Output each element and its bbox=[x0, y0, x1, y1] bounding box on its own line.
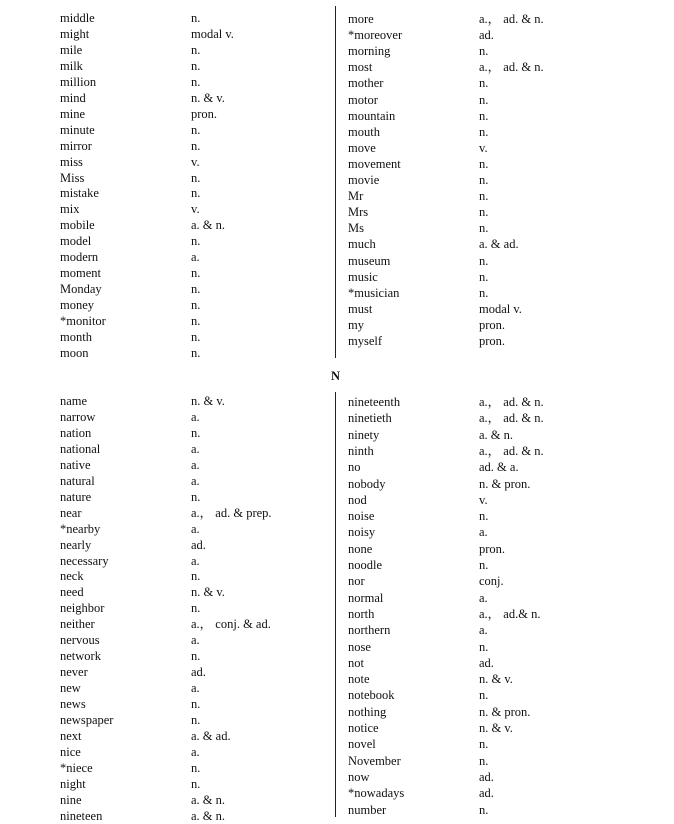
entry-part-of-speech: a. bbox=[191, 457, 200, 472]
entry-word: ninth bbox=[348, 443, 374, 458]
entry-word: necessary bbox=[60, 553, 109, 568]
entry-part-of-speech: n. bbox=[479, 44, 489, 59]
entry-part-of-speech: n. bbox=[191, 345, 201, 360]
entry-word: *niece bbox=[60, 760, 93, 775]
entry-part-of-speech: n. bbox=[191, 330, 201, 344]
entry-word: need bbox=[60, 585, 84, 600]
entry-word: number bbox=[348, 802, 387, 817]
entry-word: nature bbox=[60, 489, 92, 504]
entry-word: nineteen bbox=[60, 808, 103, 823]
entry-word: milk bbox=[60, 58, 83, 73]
entry-part-of-speech: a.， ad. & prep. bbox=[191, 505, 272, 520]
entry-word: moon bbox=[60, 345, 89, 360]
entry-part-of-speech: v. bbox=[479, 492, 488, 507]
entry-part-of-speech: n. & pron. bbox=[479, 476, 531, 491]
entry-word: Miss bbox=[60, 170, 85, 185]
entry-word: must bbox=[348, 301, 373, 316]
entry-word: now bbox=[348, 769, 370, 784]
entry-part-of-speech: n. bbox=[191, 42, 201, 57]
entry-part-of-speech: v. bbox=[191, 154, 200, 169]
entry-part-of-speech: n. bbox=[191, 298, 201, 313]
entry-part-of-speech: ad. bbox=[479, 769, 494, 784]
entry-part-of-speech: ad. bbox=[479, 786, 494, 801]
entry-part-of-speech: n. bbox=[479, 639, 489, 654]
entry-part-of-speech: n. & v. bbox=[191, 394, 225, 408]
entry-part-of-speech: ad. bbox=[191, 537, 206, 552]
entry-part-of-speech: a. bbox=[191, 633, 200, 648]
entry-word: my bbox=[348, 317, 364, 332]
entry-part-of-speech: n. bbox=[191, 234, 201, 249]
entry-part-of-speech: n. & pron. bbox=[479, 704, 531, 719]
entry-part-of-speech: a. bbox=[191, 553, 200, 568]
entry-word: motor bbox=[348, 92, 378, 107]
entry-word: museum bbox=[348, 253, 391, 268]
entry-part-of-speech: a. bbox=[479, 525, 488, 540]
entry-word: name bbox=[60, 394, 88, 408]
entry-part-of-speech: n. bbox=[191, 122, 201, 137]
entry-part-of-speech: n. bbox=[191, 138, 201, 153]
entry-part-of-speech: n. bbox=[479, 753, 489, 768]
entry-part-of-speech: a. & n. bbox=[191, 808, 226, 823]
entry-part-of-speech: a.， ad.& n. bbox=[479, 606, 541, 621]
entry-part-of-speech: n. bbox=[191, 170, 201, 185]
entry-part-of-speech: a. bbox=[191, 250, 200, 265]
entry-word: ninetieth bbox=[348, 411, 392, 426]
entry-part-of-speech: a.， ad. & n. bbox=[479, 395, 544, 409]
entry-part-of-speech: modal v. bbox=[191, 26, 234, 41]
entry-part-of-speech: n. bbox=[479, 108, 489, 123]
entry-word: November bbox=[348, 753, 401, 768]
entry-part-of-speech: a. bbox=[191, 441, 200, 456]
entry-part-of-speech: conj. bbox=[479, 574, 504, 589]
entry-word: mirror bbox=[60, 138, 92, 153]
entry-part-of-speech: n. bbox=[191, 713, 201, 727]
entry-word: network bbox=[60, 649, 101, 664]
entry-word: mix bbox=[60, 202, 80, 217]
entry-word: nod bbox=[348, 492, 367, 507]
entry-part-of-speech: n. & v. bbox=[479, 721, 513, 735]
entry-word: none bbox=[348, 541, 373, 556]
entry-part-of-speech: pron. bbox=[191, 106, 218, 121]
entry-word: nice bbox=[60, 744, 81, 759]
entry-part-of-speech: n. & v. bbox=[479, 672, 513, 687]
entry-word: model bbox=[60, 234, 92, 249]
entry-part-of-speech: n. bbox=[479, 189, 489, 204]
entry-part-of-speech: a. & n. bbox=[479, 427, 514, 442]
entry-word: next bbox=[60, 728, 82, 743]
entry-word: mistake bbox=[60, 186, 99, 201]
entry-word: mountain bbox=[348, 108, 396, 123]
entry-part-of-speech: n. bbox=[191, 186, 201, 201]
entry-word: more bbox=[348, 12, 374, 26]
entry-word: note bbox=[348, 672, 370, 687]
entry-word: nation bbox=[60, 425, 92, 440]
entry-word: no bbox=[348, 460, 361, 475]
entry-part-of-speech: n. bbox=[191, 776, 201, 791]
entry-word: national bbox=[60, 441, 101, 456]
entry-word: mind bbox=[60, 90, 86, 105]
entry-part-of-speech: n. & v. bbox=[191, 585, 225, 600]
entry-part-of-speech: n. bbox=[191, 569, 201, 584]
entry-part-of-speech: a. bbox=[191, 473, 200, 488]
entry-word: movement bbox=[348, 156, 401, 171]
entry-part-of-speech: ad. bbox=[479, 655, 494, 670]
entry-word: million bbox=[60, 74, 97, 89]
entry-part-of-speech: n. bbox=[191, 74, 201, 89]
entry-part-of-speech: n. bbox=[479, 802, 489, 817]
entry-word: most bbox=[348, 60, 373, 75]
entry-part-of-speech: n. bbox=[479, 269, 489, 284]
entry-word: much bbox=[348, 237, 376, 252]
entry-part-of-speech: v. bbox=[191, 202, 200, 217]
entry-word: Mrs bbox=[348, 205, 369, 220]
entry-part-of-speech: n. bbox=[479, 205, 489, 220]
entry-word: northern bbox=[348, 623, 391, 638]
entry-word: normal bbox=[348, 590, 384, 605]
entry-word: *moreover bbox=[348, 28, 403, 43]
entry-word: noisy bbox=[348, 525, 376, 540]
entry-word: Monday bbox=[60, 282, 102, 297]
entry-word: neighbor bbox=[60, 601, 105, 616]
entry-part-of-speech: a. & ad. bbox=[191, 728, 231, 743]
entry-part-of-speech: modal v. bbox=[479, 301, 522, 316]
entry-word: mother bbox=[348, 76, 384, 91]
entry-word: notice bbox=[348, 721, 379, 735]
entry-part-of-speech: a. bbox=[191, 521, 200, 536]
entry-word: mile bbox=[60, 42, 83, 57]
entry-part-of-speech: n. bbox=[191, 282, 201, 297]
entry-word: nineteenth bbox=[348, 395, 401, 409]
entry-word: move bbox=[348, 140, 376, 155]
entry-part-of-speech: n. bbox=[479, 92, 489, 107]
entry-part-of-speech: n. bbox=[479, 688, 489, 703]
entry-word: near bbox=[60, 505, 82, 520]
section-letter-n: N bbox=[331, 369, 341, 383]
entry-word: night bbox=[60, 776, 86, 791]
entry-word: notebook bbox=[348, 688, 395, 703]
entry-part-of-speech: a.， ad. & n. bbox=[479, 12, 544, 26]
entry-word: never bbox=[60, 665, 88, 680]
entry-part-of-speech: n. bbox=[191, 601, 201, 616]
entry-word: *monitor bbox=[60, 314, 106, 329]
entry-part-of-speech: ad. & a. bbox=[479, 460, 519, 475]
entry-word: *nowadays bbox=[348, 786, 405, 801]
entry-part-of-speech: n. bbox=[479, 285, 489, 300]
entry-word: movie bbox=[348, 173, 380, 187]
entry-word: novel bbox=[348, 737, 376, 752]
entry-part-of-speech: a. bbox=[191, 744, 200, 759]
entry-word: nobody bbox=[348, 476, 386, 491]
entry-word: minute bbox=[60, 122, 95, 137]
entry-part-of-speech: n. bbox=[191, 314, 201, 329]
entry-part-of-speech: ad. bbox=[479, 28, 494, 43]
entry-word: nose bbox=[348, 639, 371, 654]
entry-part-of-speech: n. & v. bbox=[191, 90, 225, 105]
entry-part-of-speech: n. bbox=[479, 221, 489, 236]
entry-word: myself bbox=[348, 334, 383, 348]
entry-part-of-speech: n. bbox=[479, 509, 489, 524]
entry-word: moment bbox=[60, 266, 101, 281]
entry-word: middle bbox=[60, 11, 95, 25]
entry-part-of-speech: a. bbox=[479, 623, 488, 638]
entry-word: neither bbox=[60, 617, 95, 632]
entry-part-of-speech: n. bbox=[191, 489, 201, 504]
entry-word: nothing bbox=[348, 704, 387, 719]
entry-word: *musician bbox=[348, 285, 400, 300]
entry-part-of-speech: v. bbox=[479, 140, 488, 155]
entry-part-of-speech: pron. bbox=[479, 541, 506, 556]
entry-word: might bbox=[60, 26, 90, 41]
entry-part-of-speech: ad. bbox=[191, 665, 206, 680]
entry-word: new bbox=[60, 681, 81, 696]
entry-part-of-speech: pron. bbox=[479, 334, 506, 348]
entry-part-of-speech: a.， conj. & ad. bbox=[191, 617, 271, 632]
entry-word: money bbox=[60, 298, 95, 313]
entry-word: ninety bbox=[348, 427, 380, 442]
entry-part-of-speech: n. bbox=[479, 173, 489, 187]
entry-word: news bbox=[60, 697, 86, 712]
entry-part-of-speech: pron. bbox=[479, 317, 506, 332]
entry-part-of-speech: n. bbox=[479, 156, 489, 171]
entry-word: month bbox=[60, 330, 92, 344]
entry-part-of-speech: a. bbox=[191, 681, 200, 696]
entry-part-of-speech: n. bbox=[191, 649, 201, 664]
entry-word: mine bbox=[60, 106, 85, 121]
entry-part-of-speech: n. bbox=[479, 124, 489, 139]
entry-part-of-speech: a.， ad. & n. bbox=[479, 60, 544, 75]
entry-word: nervous bbox=[60, 633, 100, 648]
entry-word: *nearby bbox=[60, 521, 101, 536]
entry-part-of-speech: a.， ad. & n. bbox=[479, 443, 544, 458]
column-divider-top bbox=[335, 6, 336, 358]
entry-part-of-speech: n. bbox=[191, 425, 201, 440]
entry-part-of-speech: n. bbox=[191, 11, 201, 25]
entry-word: nor bbox=[348, 574, 365, 589]
entry-part-of-speech: n. bbox=[479, 737, 489, 752]
entry-word: nearly bbox=[60, 537, 92, 552]
entry-part-of-speech: n. bbox=[479, 253, 489, 268]
entry-part-of-speech: a. & n. bbox=[191, 218, 226, 233]
entry-word: mouth bbox=[348, 124, 380, 139]
entry-part-of-speech: a. & ad. bbox=[479, 237, 519, 252]
entry-word: noise bbox=[348, 509, 375, 524]
entry-part-of-speech: n. bbox=[191, 697, 201, 712]
entry-word: Mr bbox=[348, 189, 364, 204]
entry-word: neck bbox=[60, 569, 84, 584]
entry-part-of-speech: a. & n. bbox=[191, 792, 226, 807]
entry-part-of-speech: a.， ad. & n. bbox=[479, 411, 544, 426]
entry-word: music bbox=[348, 269, 378, 284]
entry-part-of-speech: n. bbox=[191, 266, 201, 281]
entry-word: natural bbox=[60, 473, 95, 488]
entry-part-of-speech: n. bbox=[479, 558, 489, 572]
entry-part-of-speech: n. bbox=[191, 760, 201, 775]
entry-word: noodle bbox=[348, 558, 383, 572]
entry-word: nine bbox=[60, 792, 82, 807]
column-divider-bottom bbox=[335, 392, 336, 817]
entry-part-of-speech: n. bbox=[479, 76, 489, 91]
entry-word: mobile bbox=[60, 218, 95, 233]
entry-part-of-speech: n. bbox=[191, 58, 201, 73]
entry-word: newspaper bbox=[60, 713, 114, 727]
entry-part-of-speech: a. bbox=[191, 409, 200, 424]
entry-word: native bbox=[60, 457, 91, 472]
entry-word: north bbox=[348, 606, 375, 621]
entry-part-of-speech: a. bbox=[479, 590, 488, 605]
entry-word: not bbox=[348, 655, 364, 670]
entry-word: Ms bbox=[348, 221, 364, 236]
entry-word: morning bbox=[348, 44, 391, 59]
entry-word: miss bbox=[60, 154, 83, 169]
entry-word: modern bbox=[60, 250, 99, 265]
entry-word: narrow bbox=[60, 409, 96, 424]
